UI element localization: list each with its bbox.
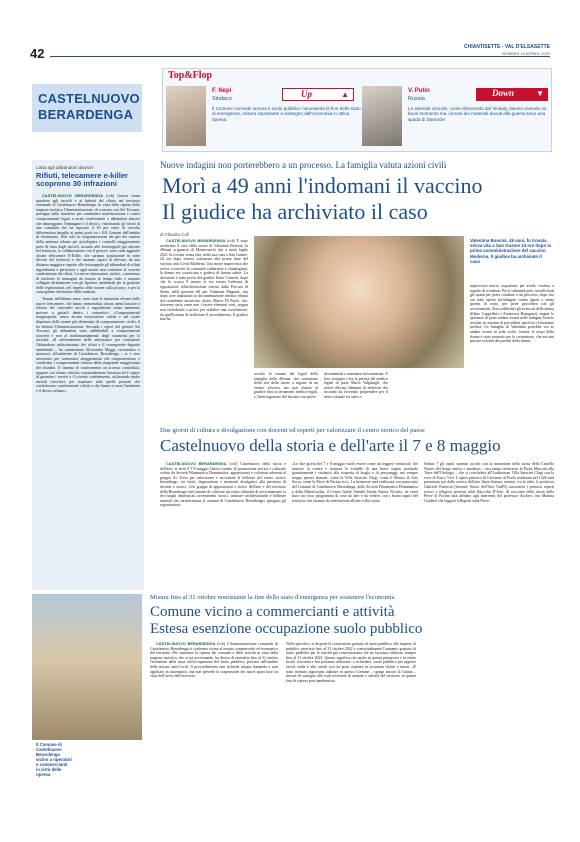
top-text: Il Comune concede ancora il suolo pubblico nonostante la fine dello stato di emergenza, misura importante a sostegno dell'economia in ottica ripresa. xyxy=(212,106,361,122)
lead-photo-caption: Valentina Boncini, 49 anni, fu trovata senza vita a San Gusme 24 ore dopo la prima somministrazione del vaccino Moderna. Il giudice ha archiviato il caso xyxy=(470,238,552,264)
masthead: CHIANTISETTE - VAL D'ELSASETTE xyxy=(463,44,550,50)
lead-col-2-text: accolto le istanze dei legali della famiglia della 49enne, che contestano della tesi della morte a seguito di un evento avverso, ma non chiesto al giudice altri accertamenti medico-legali, e l'interrogazione del lasciato con prove xyxy=(254,372,318,399)
flop-person-name: V. Putin xyxy=(408,88,430,94)
culture-col-3-text: Sabato 7 gli ospiti saranno accolti con la narrazione della storia della Castello Nuovo del borgo antico e moderno – raccontato attraverso la Pizza Marconi alla Torre dell'Orologio – che si concluderà all'Auditorium Villa Saracini Chigi con la voce di Fosco Vivi. L'opera pittorica di Giovanni di Paolo realizzata nel 1426 sarà presentata poi dalla storica dell'arte Ilaria Sestara, mentre, tra le altre, il professor Gabriele Fattorini (docente Storia dell'Arte UniFI) racconterà i preziosi reperti storici e religiosi presenti sulla Raccolta D'Arte. Al racconto della storia della Pieve di Pacina sarà affidato agli interventi del professor Ascheri, con Mattina Guidieri che leggerà il Repetti sulla Pieve. xyxy=(424,462,554,503)
suolo-col-2-text: Nello specifico, si dispone la concessione gratuita di suolo pubblico alle imprese di pubblico esercizio fino al 31 ottobre 2022 e contestualmente l'aumento gratuito di suolo pubblico per le attività già concessionarie che ne facciano richiesta, sempre fino al 31 ottobre 2022. Questo significa che anche in questa primavera e in estate locali, ristoranti e bar potranno utilizzare, o richiedere, suolo pubblico per apporre tavoli, sedie e altri arredi così da poter ospitare in sicurezza clienti e turisti. «È stato ritenuto opportuno adattare in questo Comune – spiega ancora la Giunta – misure di sostegno alle reali necessità di aziende e attività del territorio in questa fase di ripresa post-pandemica». xyxy=(286,642,416,683)
page-number: 42 xyxy=(30,46,45,61)
brief-tag: CASTELNUOVO BERARDENGA xyxy=(42,194,104,198)
suolo-photo-caption: Il Comune di Castelnuovo Berardenga vicino a operatori e commercianti in virtù delle ripresa xyxy=(36,742,72,777)
suolo-kicker: Misura fino al 31 ottobre nonostante la fine dello stato d'emergenza per sostenere l'economia xyxy=(150,594,395,601)
issue-date: VENERDÌ 15 APRILE 2022 xyxy=(501,51,550,56)
lead-col-4-text: improvvisa morte, soprattutto per averlo confuso a seguito di trombosi. Per il tribunale però, insufficienti gli spunti per poter condurre a un processo, dopo che era stato aperto un'indagine contro ignoti e senza ipotesi di reato, per poter procedere con gli accertamenti. Non soddisfatti gli avvocati della donna (Fabio Cappelletti e Francesca Bonagura), seppur le speranze di poter andare avanti nelle indagini fossero residue, in assenza di precedenti specifici e letteratura medica. La famiglia di Valentina potrebbe ora se andare avanti in sede civile, tentare il corpo della donna è stato esumato per la cremazione, che era una precisa volontà dei parenti della donna. xyxy=(470,284,554,344)
up-badge-label: Up xyxy=(301,89,312,99)
culture-col-1 xyxy=(160,462,286,586)
lead-headline-line2: Il giudice ha archiviato il caso xyxy=(162,199,428,224)
suolo-col-1-text: (ccb) L'Amministrazione comunale di Castelnuovo Berardenga si conferma vicina al tessuto commerciale ed economico del territorio. Per sostenere la ripresa dei consumi e delle attività in vista della stagione turistica, che si sta avvicinando, ha deciso di estendere fino al 31 ottobre l'esenzione della tassa sull'occupazione del suolo pubblico, prevista nell'ambito delle misure anti-Covid. Il provvedimento non richiede alcuna domanda e sarà applicato in automatico, ma non prevede la sospensione dei nuovi spazi fuori in vista dell'avvio dell'esercizio. xyxy=(150,642,278,679)
brief-paragraph: Tenuta, nell'ultimo mese, sono state le infrazioni elevate dalle nuove telecamere, che hanno immortalato alcuni utenti lasciare a ridosso dei cassonetti sacchi e ingombranti senza nemmeno provare a gettarli dentro i contenitori. «Comportamenti inappropriati, senza alcuna motivazione valida e nel totale disprezzo delle norme più elementari di comportamento civile» li ha definiti l'Amministrazione. Secondo i report del gestore Sei Toscana, gli abbandoni sono addebitabili a comportamenti scorretti e non al malfunzionamento degli strumenti per la raccolta. «Il rafforzamento delle attrezzature per contrastare l'abbandono indiscriminato dei rifiuti e il conseguente degrado ambientale – ha commentato Alessandro Maggi, vicesindaco e assessore all'ambiente di Castelnuovo Berardenga – si è reso necessario per contrastare atteggiamenti che compromettono e vanificano i comportamenti virtuosi della stragrande maggioranza dei cittadini. Il sistema di conferimento ad accesso controllato, seppure con alcune criticità, sostanzialmente funziona ed è capace di garantire i servizi e il corretto conferimento, utilizzando anche metodi coercitivi, per rispettare tutte quelle persone che conferiscono correttamente i rifiuti e che hanno a cuore l'ambiente e il decoro urbano». xyxy=(36,297,140,393)
lead-col-3-text: documentali e sommarie informazioni. A loro sostegno c'era la perizia del medico legale di parte Mario Valgimigli, che aveva rilevato elementi di interesse che secondo lui facevano propendere per il nesso causale tra siero e xyxy=(324,372,388,399)
brief-headline: Rifiuti, telecamere e-killer scoprono 30 infrazioni xyxy=(36,171,129,189)
culture-kicker: Due giorni di cultura e divulgazione con docenti ed esperti per valorizzare il centro storico del paese xyxy=(160,427,425,434)
lead-byline: di Claudio Coli xyxy=(160,232,190,237)
section-title-line2: BERARDENGA xyxy=(38,107,134,122)
suolo-col-2 xyxy=(286,642,416,742)
flop-person-photo xyxy=(362,86,402,146)
culture-headline: Castelnuovo della storia e dell'arte il 7 e 8 maggio xyxy=(160,436,501,455)
section-title-line1: CASTELNUOVO xyxy=(38,91,140,106)
culture-tag: CASTELNUOVO BERARDENGA xyxy=(166,462,227,466)
brief-paragraph: (ccb) Guerra senza quartiere agli incivili e ai furbetti del rifiuto nel territorio comunale di Castelnuovo Berardenga. In vista della ripresa della stagione turistica l'Amministrazione, di concerto con Sei Toscana, prosegue nelle iniziative per combattere maleducazione e cattivi comportamenti legati a errati conferimenti e abbandoni abusivi che danneggiano l'immagine e il decoro, vanificando gli sforzi di una comunità che ha superato il 65 per cento di raccolta differenziata (meglio ai primi posti tra i 104 Comuni dell'ambito di riferimento. Non solo la riorganizzazione dei giri dei camion della nettezza urbana per privilegiare i controlli maggiormente presi di mira dagli incivili, accanto alle fototrappole già attivate nel territorio, la collaborazione con il gestore, sono state aggiunte alcune telecamere E-Killer, che saranno posizionate in zone diverse del territorio e che saranno capaci di rilevare, da una distanza maggiore rispetto alle fototrappole gli abbandoni di rifiuti ingombranti e pericolosi e ogni azione non conforme al corretto conferimento dei rifiuti. Le nuove attrezzature, inoltre, consentono di trasferire le immagini da remoto in tempo reale e saranno collegate direttamente con gli Ispettori ambientali per la gestione delle registrazioni, nel rispetto delle norme sulla privacy, e per la conseguente elevazione delle sanzioni. xyxy=(36,194,140,295)
culture-col-3 xyxy=(424,462,554,586)
suolo-headline-line2: Estesa esenzione occupazione suolo pubblico xyxy=(150,621,423,637)
up-badge xyxy=(282,88,354,101)
culture-col-1-text: (ccb) Castelnuovo della storia e dell'arte: si terrà il 7-8 maggio l'atteso evento di promozione storica e culturale voluto da Società Filarmonica Drammatica, appassionati e volontari aderenti al gruppo Ac Tresa per valorizzare e raccontare le bellezze del centro storico berardengo, tra visite, degustazioni e momenti divulgativi alla presenza di docenti e storici. «Un gruppo di appassionati e storici dell'arte e del territorio della Berardenga vuol tentare di coltivare un vuoto culturale di avvicinamento ai dei luoghi dimenticati avvenimenti storici, strutture architettoniche e bellezze naturali che caratterizzano il comune di Castelnuovo Berardenga» spiegano gli organizzatori. xyxy=(160,462,286,508)
top-person-role: Sindaco xyxy=(212,96,232,102)
lead-col-1-text: (ccb) È stato archiviato il caso della morte di Valentina Boncini, la 49enne originaria di Montevarchi che a metà luglio 2021 fu trovata senza vita, nella sua casa a San Gusmè, 24 ore dopo essersi sottoposta alla prima dose del vaccino anti Covid Moderna. Una morte improvvisa che aveva sconvolto le comunità valdarnese e chiantigiana, la donna era conosciuta e godeva di buona salute. La decisione è stata presa dal giudice Ilaria Cornetti, dopo che lo scorso 8 marzo si era tenuta l'udienza di opposizione all'archiviazione chiesta dalla Procura di Siena, nella persona del pm Valentina Magnini, che dopo aver analizzato la documentazione medica redatta dal consulente incaricato, dottor Marco Di Paolo, che, dovremo saria come non c'essere elementi certi, seppur non escludendo a priori, per stabilire una correlazione, da quell'istanza di archiviare il procedimento, Il giudice non ha xyxy=(160,239,248,322)
lead-col-4 xyxy=(470,284,554,418)
lead-photo xyxy=(254,236,464,368)
lead-col-1 xyxy=(160,239,248,419)
up-arrow-icon: ▲ xyxy=(341,90,349,99)
flop-text: Le aziende vinicole, come dimostrato dal Vinitaly, stanno vivendo un buon momento ma i rincari dei materiali dovuti alla guerra sono una spada di Damocle. xyxy=(408,106,547,122)
top-person-name: F. Nepi xyxy=(212,88,232,94)
down-badge-label: Down xyxy=(492,88,515,98)
suolo-photo xyxy=(32,594,142,740)
lead-col-2 xyxy=(254,372,318,418)
suolo-headline-line1: Comune vicino a commercianti e attività xyxy=(150,604,395,620)
header-rule xyxy=(50,56,550,57)
brief-body xyxy=(36,194,140,586)
flop-person-role: Russia xyxy=(408,96,425,102)
brief-kicker: Lotta agli abbandoni abusivi xyxy=(36,165,93,170)
lead-col-3 xyxy=(324,372,388,418)
lead-kicker: Nuove indagini non porterebbero a un processo. La famiglia valuta azioni civili xyxy=(160,160,447,170)
top-person-photo xyxy=(166,86,206,146)
culture-col-2 xyxy=(292,462,418,586)
down-arrow-icon: ▼ xyxy=(536,89,544,98)
lead-headline-line1: Morì a 49 anni l'indomani il vaccino xyxy=(162,173,483,198)
suolo-col-1 xyxy=(150,642,278,742)
lead-tag: CASTELNUOVO BERARDENGA xyxy=(166,239,226,243)
suolo-tag: CASTELNUOVO BERARDENGA xyxy=(156,642,216,646)
topflop-title: Top&Flop xyxy=(168,70,213,81)
down-badge xyxy=(476,88,548,101)
culture-col-2-text: «Le due giorni del 7 e 8 maggio vuole essere come un leggero ventricolo che smuove la cenere e riattizza le scintille di una brace sopita, portando gratuitamente i visitatori alla scoperta di luoghi e di personaggi, ma sempre troppo spesso sbarrati, come la Villa Saracini Chigi, come il Museo di Arte Sacra, come la Pieve di Pacina ecc». La kermesse sarà realizzata con patrocinio del Comune di Castelnuovo Berardenga, della Società Filarmonica Drammatica e della Misericordia, il Centro Guide Sienala Strada Nuova Vecchio, ne verrà fuori un ricco programma di cose da fare e da vedere, con i buoni sapori del territorio che faranno da interruzione all'arte e alla storia. xyxy=(292,462,418,503)
